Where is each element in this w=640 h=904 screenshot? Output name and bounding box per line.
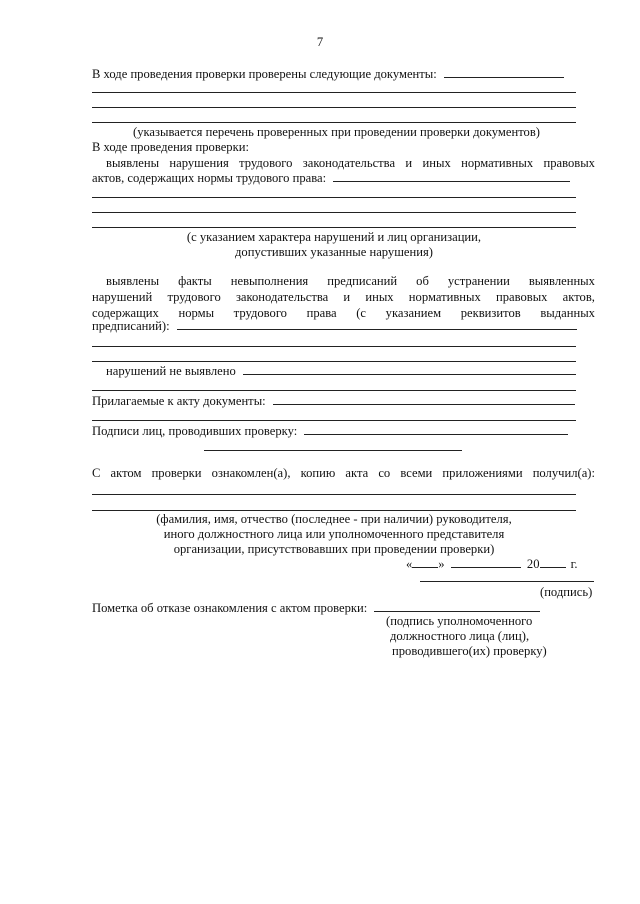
refusal-hint-3: проводившего(их) проверку) — [392, 644, 547, 658]
date-month-blank[interactable] — [451, 556, 521, 568]
word: права — [306, 306, 337, 320]
violations-hint-2: допустивших указанные нарушения) — [235, 245, 433, 259]
docs-checked-line-1[interactable] — [92, 92, 576, 93]
noncompliance-line-4-row — [92, 318, 577, 334]
signatures-line-2[interactable] — [204, 450, 462, 451]
word: законодательства — [302, 156, 396, 170]
date-row — [406, 556, 578, 572]
word: актов, — [562, 290, 595, 304]
noncompliance-line-2 — [92, 289, 595, 305]
word: об — [416, 274, 429, 288]
word: реквизитов — [460, 306, 521, 320]
word: указанием — [385, 306, 442, 320]
no-violations-line[interactable] — [92, 390, 576, 391]
date-year-prefix: 20 — [526, 557, 540, 571]
word: нарушений — [92, 290, 153, 304]
violations-line-b[interactable] — [92, 212, 576, 213]
docs-checked-blank[interactable] — [444, 66, 564, 78]
sign-line[interactable] — [420, 581, 594, 582]
refusal-hint-2: должностного лица (лиц), — [390, 629, 530, 643]
word: ознакомлен(а), — [211, 466, 291, 480]
date-open-quote: « — [406, 557, 413, 571]
signatures-row — [92, 423, 568, 439]
word: выявлены — [106, 156, 160, 170]
word: приложениями — [442, 466, 523, 480]
violations-line-2-row — [92, 170, 570, 186]
word: иных — [422, 156, 451, 170]
noncompliance-blank[interactable] — [177, 318, 577, 330]
word: и — [343, 290, 351, 304]
word: акта — [345, 466, 369, 480]
refusal-label: Пометка об отказе ознакомления с актом проверки: — [92, 601, 368, 615]
page-number: 7 — [316, 35, 324, 49]
violations-line-c[interactable] — [92, 227, 576, 228]
violations-hint-1: (с указанием характера нарушений и лиц организации, — [186, 230, 482, 244]
violations-line-2: актов, содержащих нормы трудового права: — [92, 171, 327, 185]
word: проверки — [151, 466, 202, 480]
acquaintance-hint-3: организации, присутствовавших при проведении проверки) — [173, 542, 495, 556]
word: всеми — [400, 466, 433, 480]
attached-docs-label: Прилагаемые к акту документы: — [92, 394, 266, 408]
violations-line-1 — [106, 155, 595, 171]
refusal-blank[interactable] — [374, 600, 540, 612]
signatures-blank[interactable] — [304, 423, 568, 435]
docs-checked-row — [92, 66, 564, 82]
sign-hint: (подпись) — [540, 585, 593, 599]
word: трудового — [167, 290, 221, 304]
attached-docs-line[interactable] — [92, 420, 576, 421]
noncompliance-line-4: предписаний): — [92, 319, 170, 333]
word: невыполнения — [230, 274, 309, 288]
word: трудового — [233, 306, 287, 320]
during-check-label: В ходе проведения проверки: — [92, 140, 249, 154]
word: С — [92, 466, 101, 480]
word: выявлены — [106, 274, 160, 288]
acquaintance-line-b[interactable] — [92, 510, 576, 511]
date-suffix: г. — [570, 557, 578, 571]
docs-checked-hint: (указывается перечень проверенных при проведении проверки документов) — [133, 125, 540, 139]
word: нормативных — [408, 290, 481, 304]
refusal-hint-1: (подпись уполномоченного — [386, 614, 533, 628]
noncompliance-line-1 — [106, 273, 595, 289]
attached-docs-row — [92, 393, 575, 409]
word: предписаний — [327, 274, 398, 288]
word: и — [405, 156, 413, 170]
word: со — [378, 466, 391, 480]
word: актом — [110, 466, 142, 480]
noncompliance-line-a[interactable] — [92, 346, 576, 347]
no-violations-row — [106, 363, 576, 379]
word: правовых — [543, 156, 595, 170]
word: (с — [356, 306, 367, 320]
docs-checked-line-2[interactable] — [92, 107, 576, 108]
docs-checked-label: В ходе проведения проверки проверены следующие документы: — [92, 67, 437, 81]
violations-line-a[interactable] — [92, 197, 576, 198]
word: получил(а): — [532, 466, 595, 480]
date-year-blank[interactable] — [540, 556, 566, 568]
word: трудового — [239, 156, 293, 170]
word: нарушения — [169, 156, 229, 170]
acquaintance-line-a[interactable] — [92, 494, 576, 495]
word: правовых — [495, 290, 548, 304]
word: выданных — [540, 306, 595, 320]
no-violations-blank[interactable] — [243, 363, 576, 375]
word: нормы — [178, 306, 215, 320]
acquaintance-hint-2: иного должностного лица или уполномоченного представителя — [163, 527, 505, 541]
word: копию — [300, 466, 336, 480]
noncompliance-line-b[interactable] — [92, 361, 576, 362]
word: выявленных — [528, 274, 595, 288]
word: факты — [178, 274, 212, 288]
date-day-blank[interactable] — [412, 556, 438, 568]
word: нормативных — [461, 156, 534, 170]
no-violations-label: нарушений не выявлено — [106, 364, 236, 378]
word: законодательства — [235, 290, 329, 304]
signatures-label: Подписи лиц, проводивших проверку: — [92, 424, 298, 438]
attached-docs-blank[interactable] — [273, 393, 575, 405]
date-close-quote: » — [438, 557, 445, 571]
docs-checked-line-3[interactable] — [92, 122, 576, 123]
word: содержащих — [92, 306, 159, 320]
violations-blank[interactable] — [333, 170, 570, 182]
acquaintance-line — [92, 465, 595, 481]
word: иных — [365, 290, 394, 304]
word: устранении — [447, 274, 510, 288]
acquaintance-hint-1: (фамилия, имя, отчество (последнее - при наличии) руководителя, — [156, 512, 512, 526]
